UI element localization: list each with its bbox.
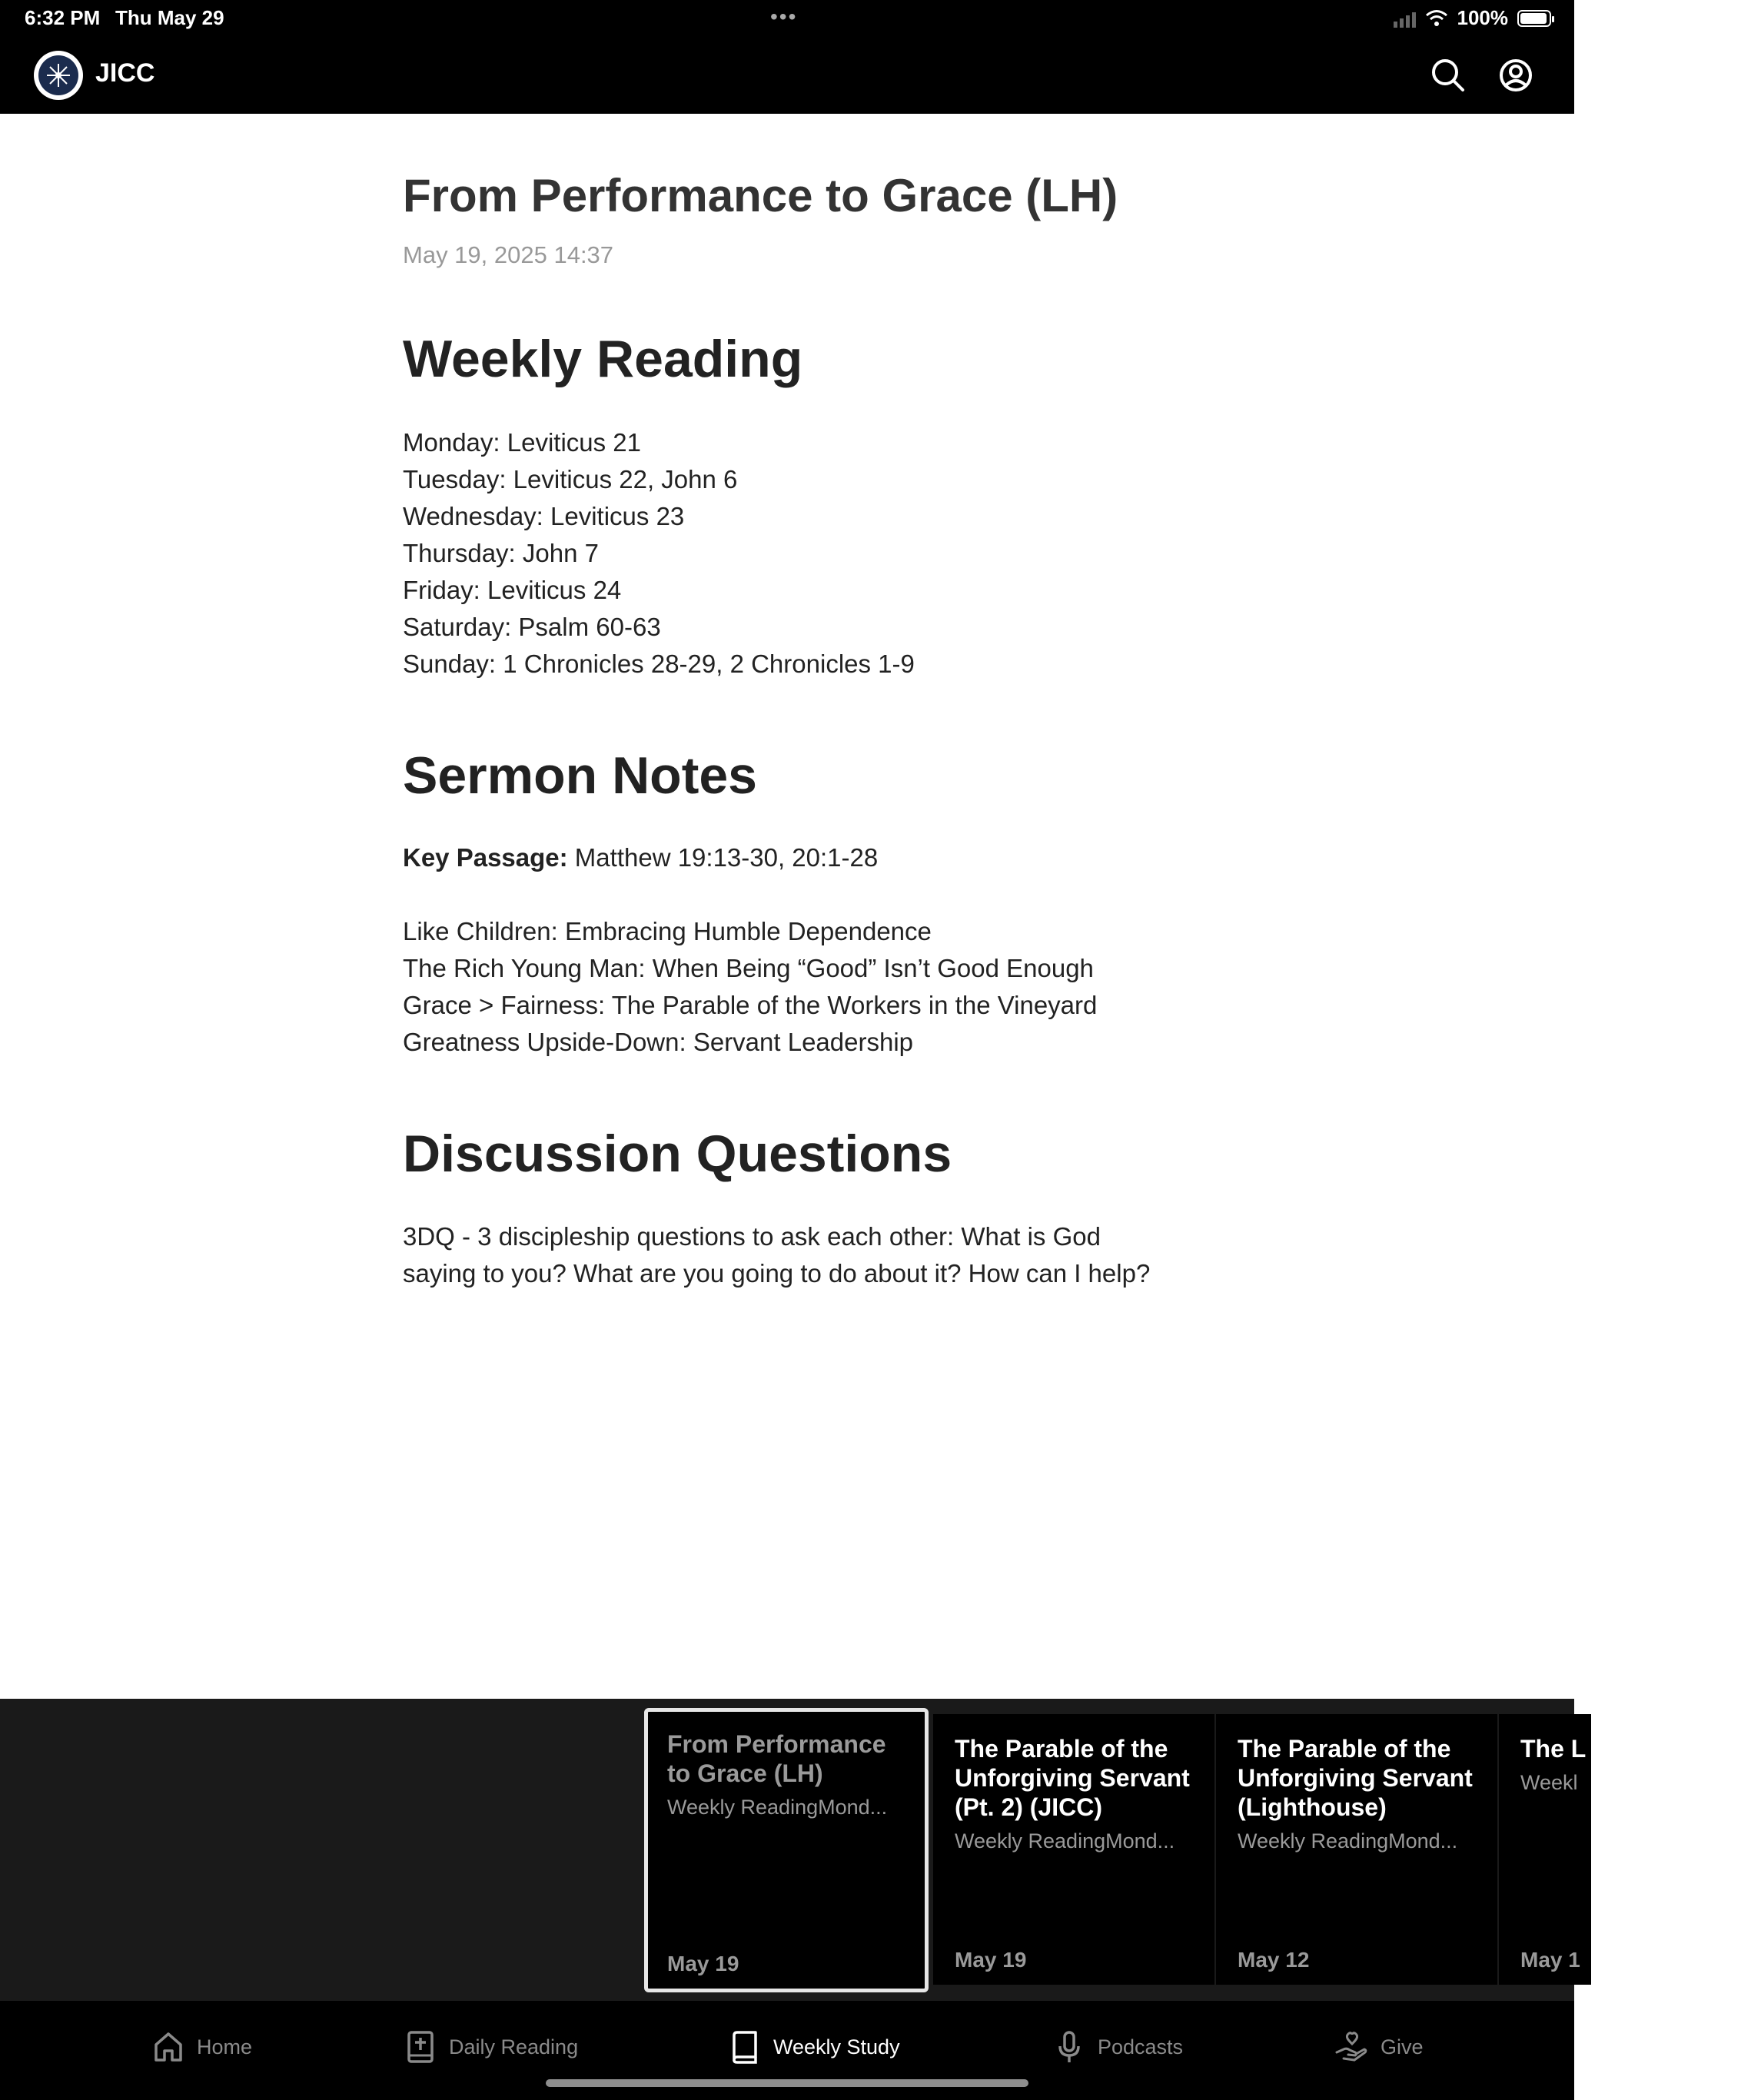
discussion-heading: Discussion Questions bbox=[403, 1125, 952, 1183]
status-time: 6:32 PM bbox=[25, 6, 101, 29]
tab-label: Podcasts bbox=[1098, 2035, 1184, 2058]
reading-day: Tuesday: Leviticus 22, John 6 bbox=[403, 465, 738, 493]
sermon-point: The Rich Young Man: When Being “Good” Isn’t Good Enough bbox=[403, 954, 1094, 982]
top-nav-bar bbox=[0, 37, 1574, 114]
card-title: The Parable of the Unforgiving Servant (Lighthouse) bbox=[1238, 1735, 1473, 1821]
study-carousel[interactable] bbox=[0, 1699, 1657, 2001]
sermon-point: Grace > Fairness: The Parable of the Workers in the Vineyard bbox=[403, 991, 1098, 1019]
bible-icon bbox=[403, 2029, 438, 2065]
compass-icon bbox=[38, 55, 78, 95]
jicc-logo[interactable] bbox=[34, 51, 83, 100]
battery-icon bbox=[1517, 10, 1551, 27]
card-title: From Performance to Grace (LH) bbox=[667, 1730, 886, 1787]
wifi-icon bbox=[1425, 9, 1448, 28]
tab-weekly-study[interactable] bbox=[727, 2029, 900, 2065]
card-subtitle: Weekly ReadingMond... bbox=[667, 1796, 888, 1819]
tab-label: Daily Reading bbox=[449, 2035, 579, 2058]
discussion-text: 3DQ - 3 discipleship questions to ask each other: What is God saying to you? What are you going to do about it? How can I help? bbox=[403, 1222, 1151, 1288]
card-date: May 12 bbox=[1238, 1948, 1310, 1972]
key-passage bbox=[403, 839, 878, 876]
tab-label: Give bbox=[1381, 2035, 1424, 2058]
reading-day: Thursday: John 7 bbox=[403, 539, 599, 567]
sermon-notes-heading: Sermon Notes bbox=[403, 746, 757, 805]
microphone-icon bbox=[1052, 2029, 1087, 2065]
status-date: Thu May 29 bbox=[115, 6, 224, 29]
reading-day: Wednesday: Leviticus 23 bbox=[403, 502, 685, 530]
tab-give[interactable] bbox=[1334, 2029, 1424, 2065]
card-subtitle: Weekly ReadingMond... bbox=[955, 1829, 1175, 1852]
card-date: May 19 bbox=[667, 1952, 739, 1975]
cellular-signal-icon bbox=[1394, 9, 1416, 28]
reading-day: Saturday: Psalm 60-63 bbox=[403, 613, 661, 641]
battery-percent: 100% bbox=[1457, 6, 1508, 29]
bottom-tab-bar bbox=[0, 2001, 1574, 2100]
sermon-point: Greatness Upside-Down: Servant Leadership bbox=[403, 1028, 914, 1056]
reading-day: Monday: Leviticus 21 bbox=[403, 428, 642, 457]
card-title: The L (JICC bbox=[1520, 1735, 1657, 1763]
card-subtitle: Weekl bbox=[1520, 1771, 1578, 1794]
tab-podcasts[interactable] bbox=[1052, 2029, 1183, 2065]
study-card[interactable] bbox=[933, 1714, 1214, 1985]
home-icon bbox=[151, 2029, 186, 2065]
weekly-reading-heading: Weekly Reading bbox=[403, 330, 803, 388]
card-date: May 1 bbox=[1520, 1948, 1580, 1972]
search-icon[interactable] bbox=[1428, 55, 1468, 95]
app-brand-name[interactable]: JICC bbox=[95, 58, 155, 88]
key-passage-label: Key Passage: bbox=[403, 843, 568, 872]
account-icon[interactable] bbox=[1496, 55, 1536, 95]
study-card[interactable] bbox=[1499, 1714, 1657, 1985]
status-indicators bbox=[1394, 6, 1552, 30]
book-icon bbox=[727, 2029, 763, 2065]
article-date: May 19, 2025 14:37 bbox=[403, 241, 614, 268]
study-card[interactable] bbox=[1216, 1714, 1497, 1985]
tab-daily-reading[interactable] bbox=[403, 2029, 578, 2065]
home-indicator[interactable] bbox=[546, 2079, 1028, 2087]
card-title: The Parable of the Unforgiving Servant (Pt. 2) (JICC) bbox=[955, 1735, 1190, 1821]
tab-label: Weekly Study bbox=[773, 2035, 900, 2058]
status-bar bbox=[0, 0, 1574, 37]
card-subtitle: Weekly ReadingMond... bbox=[1238, 1829, 1458, 1852]
reading-day: Sunday: 1 Chronicles 28-29, 2 Chronicles 1-9 bbox=[403, 650, 915, 678]
sermon-points bbox=[403, 913, 1097, 1061]
tab-home[interactable] bbox=[151, 2029, 252, 2065]
tab-label: Home bbox=[197, 2035, 253, 2058]
weekly-reading-list bbox=[403, 424, 915, 683]
card-date: May 19 bbox=[955, 1948, 1027, 1972]
key-passage-value: Matthew 19:13-30, 20:1-28 bbox=[567, 843, 879, 872]
give-icon bbox=[1334, 2029, 1370, 2065]
article-title: From Performance to Grace (LH) bbox=[403, 170, 1118, 221]
multitasking-dots[interactable]: ••• bbox=[770, 5, 798, 28]
sermon-point: Like Children: Embracing Humble Dependence bbox=[403, 917, 932, 945]
study-card[interactable] bbox=[644, 1708, 929, 1992]
reading-day: Friday: Leviticus 24 bbox=[403, 576, 622, 604]
